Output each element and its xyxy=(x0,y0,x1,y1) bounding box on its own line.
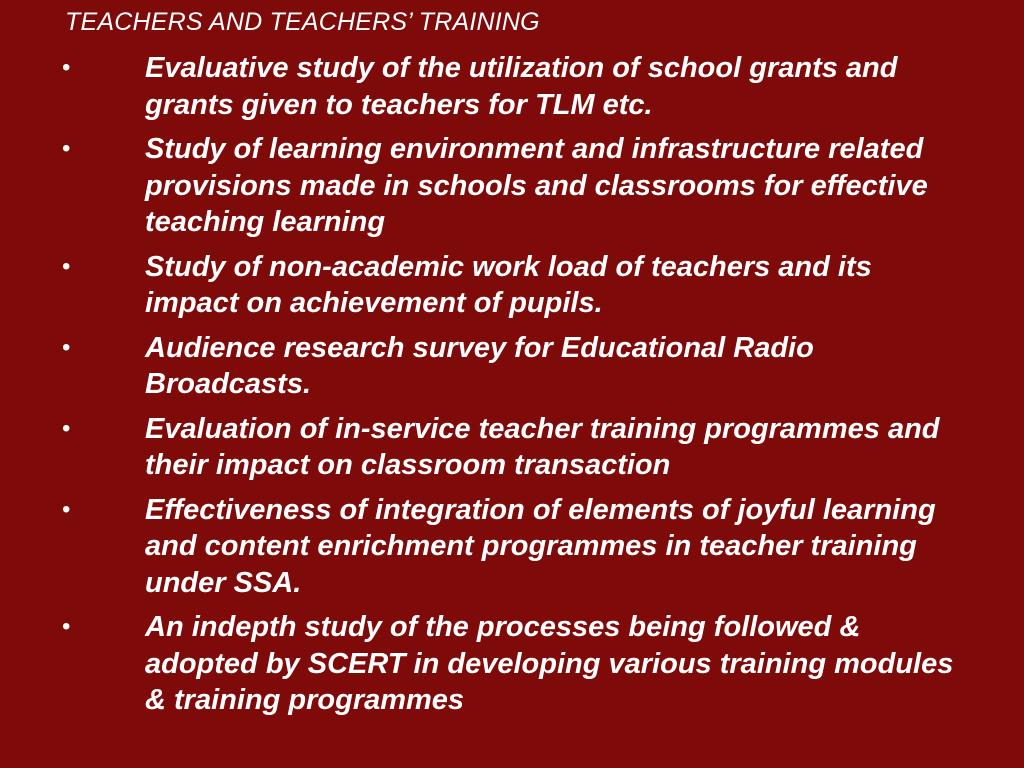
bullet-icon: • xyxy=(62,495,71,523)
bullet-icon: • xyxy=(62,54,71,81)
list-item-text: Evaluative study of the utilization of school grants and grants given to teachers for TLM etc. xyxy=(145,52,898,121)
bullet-icon: • xyxy=(62,414,71,442)
list-item-text: Study of learning environment and infrastructure related provisions made in schools and classrooms for effective teaching learning xyxy=(145,133,928,238)
list-item-text: Study of non-academic work load of teachers and its impact on achievement of pupils. xyxy=(145,250,872,319)
list-item-text: Evaluation of in-service teacher training programmes and their impact on classroom transaction xyxy=(145,412,940,481)
bullet-icon: • xyxy=(62,613,71,640)
bullet-icon: • xyxy=(62,252,71,280)
list-item-text: Effectiveness of integration of elements of joyful learning and content enrichment programmes in teacher training under SSA. xyxy=(145,493,936,599)
list-item-text: An indepth study of the processes being followed & adopted by SCERT in developing various training modules & training programmes xyxy=(145,611,954,716)
list-item xyxy=(62,609,967,719)
list-item xyxy=(62,330,967,403)
list-item xyxy=(62,249,967,322)
bullet-icon: • xyxy=(62,333,71,361)
list-item-text: Audience research survey for Educational Radio Broadcasts. xyxy=(145,331,814,400)
list-item xyxy=(62,131,967,241)
list-item xyxy=(62,50,967,123)
bullet-icon: • xyxy=(62,135,71,162)
slide-heading: TEACHERS AND TEACHERS’ TRAINING xyxy=(65,8,540,36)
bullet-list xyxy=(62,50,967,727)
list-item xyxy=(62,492,967,602)
list-item xyxy=(62,411,967,484)
